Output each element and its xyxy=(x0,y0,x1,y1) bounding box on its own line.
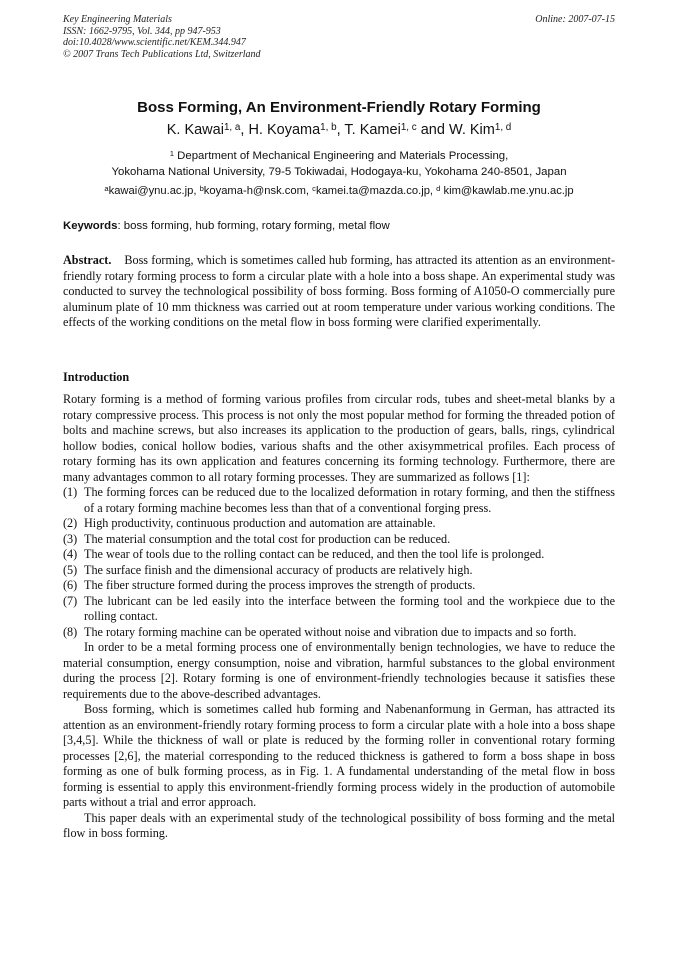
keywords xyxy=(63,220,615,232)
abstract xyxy=(63,253,615,331)
author-list xyxy=(63,122,615,138)
email-address: kamei.ta@mazda.co.jp, xyxy=(315,185,437,197)
keywords-label: Keywords xyxy=(63,220,118,232)
author-sup: 1, b xyxy=(320,121,337,133)
abstract-label: Abstract. xyxy=(63,253,112,267)
list-item xyxy=(63,485,615,516)
list-item xyxy=(63,547,615,563)
list-number: (5) xyxy=(63,562,78,577)
email-address: koyama-h@nsk.com, xyxy=(203,185,313,197)
email-sup: a xyxy=(104,183,109,193)
list-item xyxy=(63,563,615,579)
affiliation-dept: Department of Mechanical Engineering and Materials Processing, xyxy=(174,150,509,162)
affiliation-line-1 xyxy=(63,148,615,164)
intro-paragraph-1: Rotary forming is a method of forming various profiles from circular rods, tubes and sheet-metal blanks by a rotary compressive process. This process is not only the most popular method for forming the threaded potion of bolts and machine screws, but also increases its application to the production of gears, balls, rings, cylindrical hollow bodies, conical hollow bodies, various shafts and the other axisymmetrical profiles. Each process of rotary forming has its own application and features concerning its forming technology. Furthermore, there are many advantages common to all rotary forming processes. They are summarized as follows [1]: xyxy=(63,392,615,484)
author-sup: 1, d xyxy=(494,121,512,133)
author-sup: 1, c xyxy=(400,121,417,133)
email-sup: d xyxy=(436,183,441,193)
list-item xyxy=(63,625,615,641)
list-number: (6) xyxy=(63,578,78,592)
list-text: The lubricant can be led easily into the interface between the forming tool and the workpiece due to the rolling contact. xyxy=(84,593,615,623)
affiliation-sup: 1 xyxy=(169,148,174,158)
list-item xyxy=(63,532,615,548)
list-text: High productivity, continuous production and automation are attainable. xyxy=(84,516,436,530)
author-sup: 1, a xyxy=(223,121,241,133)
email-address: kawai@ynu.ac.jp, xyxy=(108,185,200,197)
author-name: K. Kawai xyxy=(166,122,224,138)
intro-paragraph-2: In order to be a metal forming process one of environmentally benign technologies, we have to reduce the material consumption, energy consumption, noise and vibration, harmful substances to the global environment during the process [2]. Rotary forming is one of environment-friendly technologies because it satisfies these requirements due to the above-described advantages. xyxy=(63,640,615,701)
list-number: (7) xyxy=(63,593,78,608)
list-item xyxy=(63,578,615,594)
list-number: (4) xyxy=(63,547,78,561)
list-number: (3) xyxy=(63,531,78,546)
list-text: The fiber structure formed during the process improves the strength of products. xyxy=(84,578,476,592)
affiliation-line-2: Yokohama National University, 79-5 Tokiwadai, Hodogaya-ku, Yokohama 240-8501, Japan xyxy=(111,166,567,178)
list-item xyxy=(63,516,615,532)
introduction-heading: Introduction xyxy=(63,370,130,384)
paper-title: Boss Forming, An Environment-Friendly Rotary Forming xyxy=(137,99,541,116)
email-sup: c xyxy=(312,183,316,193)
affiliation xyxy=(63,148,615,180)
doi: doi:10.4028/www.scientific.net/KEM.344.947 xyxy=(63,37,246,48)
author-sep: and xyxy=(416,122,449,138)
email-address: kim@kawlab.me.ynu.ac.jp xyxy=(440,185,574,197)
abstract-text: Boss forming, which is sometimes called hub forming, has attracted its attention as an environment-friendly rotary forming process to form a circular plate with a hole into a boss shape. An experimental study was conducted to survey the technological possibility of boss forming. Boss forming of A1050-O commercially pure aluminum plate of 10 mm thickness was carried out at room temperature under various working conditions. The effects of the working conditions on the metal flow in boss forming were clarified experimentally. xyxy=(63,253,616,329)
list-text: The rotary forming machine can be operated without noise and vibration due to impacts and so forth. xyxy=(84,624,577,639)
journal-header xyxy=(63,14,615,60)
author-name: H. Koyama xyxy=(248,122,321,138)
author-sep: , xyxy=(240,122,249,138)
advantages-list xyxy=(63,485,615,640)
author-name: T. Kamei xyxy=(344,122,401,138)
list-number: (2) xyxy=(63,516,78,530)
author-emails xyxy=(63,185,615,197)
list-text: The wear of tools due to the rolling contact can be reduced, and then the tool life is prolonged. xyxy=(84,547,545,561)
list-number: (8) xyxy=(63,624,78,639)
list-text: The forming forces can be reduced due to the localized deformation in rotary forming, and then the stiffness of a rotary forming machine becomes less than that of a conventional forging press. xyxy=(84,485,615,515)
issn: ISSN: 1662-9795, Vol. 344, pp 947-953 xyxy=(63,25,221,37)
introduction-body xyxy=(63,392,615,842)
journal-name: Key Engineering Materials xyxy=(63,14,172,25)
list-text: The material consumption and the total cost for production can be reduced. xyxy=(84,531,451,546)
author-sep: , xyxy=(336,122,345,138)
list-item xyxy=(63,594,615,625)
email-sup: b xyxy=(199,183,204,193)
online-date: Online: 2007-07-15 xyxy=(535,14,615,25)
list-number: (1) xyxy=(63,485,78,499)
list-text: The surface finish and the dimensional accuracy of products are relatively high. xyxy=(84,562,473,577)
keywords-text: : boss forming, hub forming, rotary forming, metal flow xyxy=(117,220,390,232)
author-name: W. Kim xyxy=(448,122,495,138)
intro-paragraph-4: This paper deals with an experimental study of the technological possibility of boss forming and the metal flow in boss forming. xyxy=(63,810,615,840)
copyright: © 2007 Trans Tech Publications Ltd, Switzerland xyxy=(63,48,261,60)
intro-paragraph-3: Boss forming, which is sometimes called hub forming and Nabenanformung in German, has attracted its attention as an environment-friendly rotary forming process to form a circular plate with a hole into a boss shape [3,4,5]. While the thickness of wall or plate is reduced by the forming roller in conventional rotary forming processes [2,6], the material corresponding to the reduced thickness is gathered to form a boss shape in boss forming as one of bulk forming process, as in Fig. 1. A fundamental understanding of the metal flow in boss forming is essential to apply this environment-friendly forming process widely in the production of automobile parts without a trial and error approach. xyxy=(63,702,615,809)
